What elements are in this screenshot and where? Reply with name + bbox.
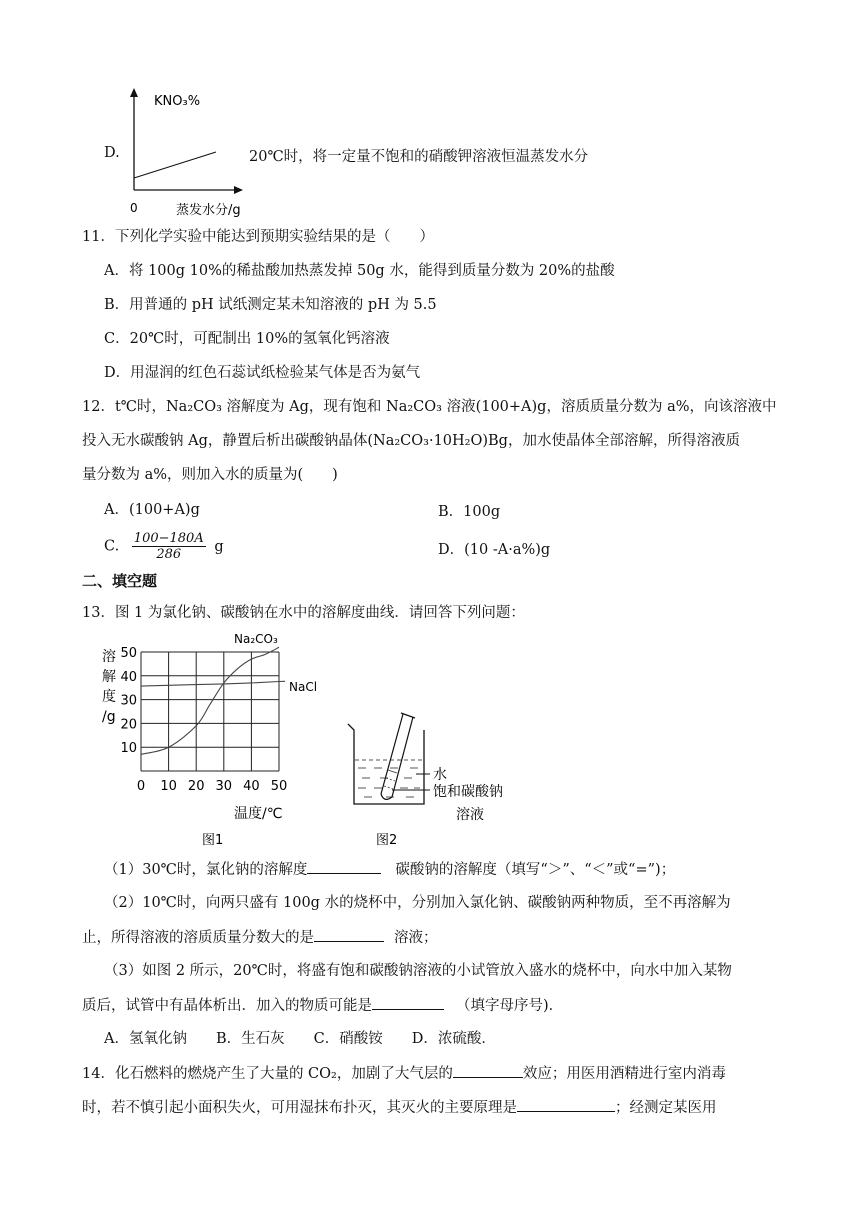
x-tick-label: 30 (215, 779, 233, 794)
section-title: 二、填空题 (82, 572, 158, 590)
figure-1-caption: 图1 (202, 833, 224, 848)
q12-option-c (104, 531, 224, 562)
y-tick-label: 50 (120, 646, 137, 661)
nacl-series-label: NaCl (289, 680, 318, 694)
figure-2-caption: 图2 (376, 833, 398, 848)
q13-part-1: （1）30℃时，氯化钠的溶解度 碳酸钠的溶解度（填写“＞”、“＜”或“=”)； (104, 859, 675, 880)
y-tick-label: 30 (120, 693, 137, 709)
q11-stem: 11．下列化学实验中能达到预期实验结果的是（ ） (82, 229, 434, 245)
q12-line-1: 12．t℃时，Na₂CO₃ 溶解度为 Ag，现有饱和 Na₂CO₃ 溶液(100+A)g，溶质质量分数为 a%，向该溶液中 (82, 399, 777, 415)
q13-part-2-line-2: 止，所得溶液的溶质质量分数大的是 溶液； (82, 927, 438, 948)
answer-blank[interactable] (453, 1063, 523, 1078)
solubility-chart (96, 626, 336, 856)
q12-line-2: 投入无水碳酸钠 Ag，静置后析出碳酸钠晶体(Na₂CO₃·10H₂O)Bg，加水使晶体全部溶解，所得溶液质 (82, 433, 740, 449)
label-saturated: 饱和碳酸钠 (433, 784, 503, 800)
q11-option-a: A．将 100g 10%的稀盐酸加热蒸发掉 50g 水，能得到质量分数为 20%的盐酸 (104, 263, 615, 279)
y-tick-label: 10 (120, 741, 137, 757)
x-tick-label: 50 (270, 779, 288, 794)
q13-part-3-line-1: （3）如图 2 所示，20℃时，将盛有饱和碳酸钠溶液的小试管放入盛水的烧杯中，向水中加入某物 (104, 963, 732, 979)
y-axis-title-char: /g (102, 709, 116, 725)
test-tube (381, 713, 415, 799)
y-tick-label: 40 (120, 669, 137, 685)
answer-blank[interactable] (307, 859, 381, 874)
q12-line-3: 量分数为 a%，则加入水的质量为( ) (82, 467, 338, 483)
x-tick-label: 10 (160, 779, 177, 794)
label-solution: 溶液 (456, 807, 484, 823)
answer-blank[interactable] (517, 1097, 615, 1112)
y-axis-title-char: 溶 (102, 649, 116, 665)
kno3-evaporation-graph (110, 86, 260, 220)
fraction-denominator: 286 (156, 547, 182, 562)
graph-origin: 0 (130, 201, 138, 215)
water-dashes (358, 768, 420, 797)
option-d-label: D. (104, 145, 120, 161)
q13-part-2-line-1: （2）10℃时，向两只盛有 100g 水的烧杯中，分别加入氯化钠、碳酸钠两种物质，至不再溶解为 (104, 895, 731, 911)
x-axis-title: 温度/℃ (234, 806, 283, 822)
x-tick-label: 0 (136, 779, 146, 794)
label-water: 水 (433, 767, 447, 783)
q12-option-a: A．(100+A)g (104, 502, 200, 518)
answer-blank[interactable] (372, 995, 444, 1010)
q14-line-2: 时，若不慎引起小面积失火，可用湿抹布扑灭，其灭火的主要原理是 ；经测定某医用 (82, 1097, 717, 1118)
q11-option-d: D．用湿润的红色石蕊试纸检验某气体是否为氨气 (104, 365, 421, 381)
q13-part-3-line-2: 质后，试管中有晶体析出．加入的物质可能是 （填字母序号)． (82, 995, 563, 1016)
nacl-curve (141, 681, 285, 686)
beaker-diagram (340, 708, 540, 856)
option-d-text: 20℃时，将一定量不饱和的硝酸钾溶液恒温蒸发水分 (249, 149, 589, 165)
na2co3-curve (141, 647, 279, 754)
x-tick-label: 20 (187, 779, 205, 794)
fraction-numerator: 100−180A (133, 531, 204, 546)
q11-option-b: B．用普通的 pH 试纸测定某未知溶液的 pH 为 5.5 (104, 297, 437, 313)
q12-option-b: B．100g (438, 504, 501, 520)
na2co3-series-label: Na₂CO₃ (234, 632, 278, 646)
q14-line-1: 14．化石燃料的燃烧产生了大量的 CO₂，加剧了大气层的 效应；用医用酒精进行室内消毒 (82, 1063, 726, 1084)
q12-option-d: D．(10 -A·a%)g (438, 542, 551, 558)
answer-blank[interactable] (314, 927, 384, 942)
y-tick-label: 20 (120, 717, 137, 733)
x-tick-label: 40 (243, 779, 260, 794)
q13-options: A．氢氧化钠 B．生石灰 C．硝酸铵 D．浓硫酸． (104, 1031, 496, 1047)
q13-stem: 13．图 1 为氯化钠、碳酸钠在水中的溶解度曲线．请回答下列问题： (82, 605, 525, 621)
y-axis-title-char: 度 (102, 689, 116, 705)
q12-option-c-label: C. (104, 538, 120, 555)
y-axis-title-char: 解 (102, 669, 116, 685)
graph-ylabel: KNO₃% (154, 94, 201, 109)
chart-grid (141, 652, 279, 771)
q11-option-c: C．20℃时，可配制出 10%的氢氧化钙溶液 (104, 331, 390, 347)
beaker (348, 724, 424, 804)
graph-xlabel: 蒸发水分/g (176, 203, 241, 218)
fraction (132, 531, 206, 562)
fraction-unit: g (214, 538, 224, 555)
